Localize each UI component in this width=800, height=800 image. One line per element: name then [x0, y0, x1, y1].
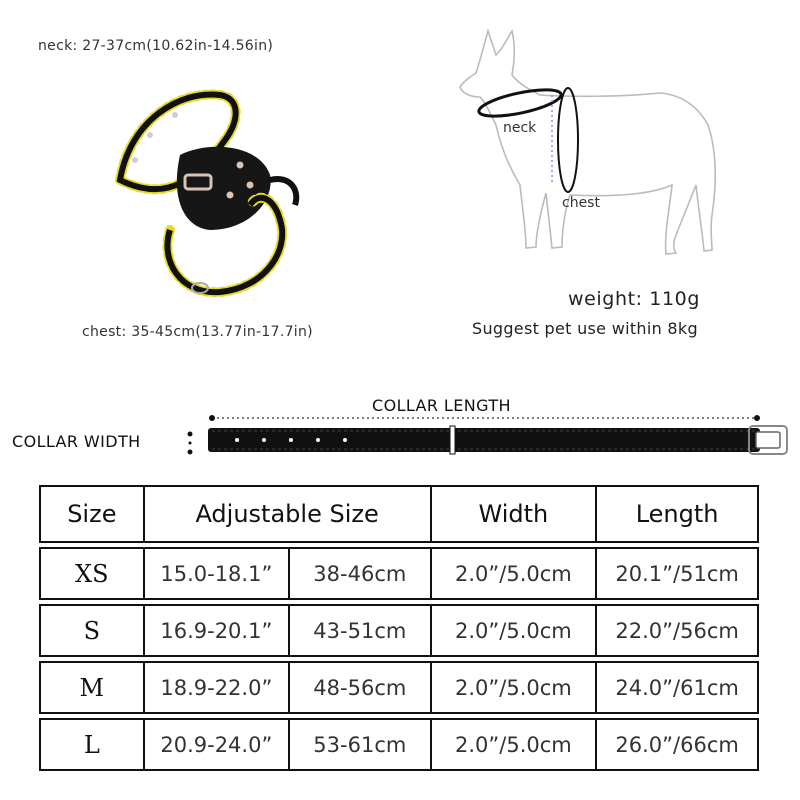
- width-cell: 2.0”/5.0cm: [431, 548, 597, 599]
- table-row: [40, 719, 758, 770]
- neck-measurement: neck: 27-37cm(10.62in-14.56in): [38, 38, 274, 54]
- table-row: [40, 662, 758, 713]
- harness-image: [90, 80, 320, 310]
- width-cell: 2.0”/5.0cm: [431, 662, 597, 713]
- suggest-text: Suggest pet use within 8kg: [472, 319, 698, 338]
- adjustable-cm-cell: 48-56cm: [289, 662, 430, 713]
- header-width: Width: [431, 486, 597, 542]
- length-cell: 20.1”/51cm: [596, 548, 758, 599]
- adjustable-inches-cell: 20.9-24.0”: [144, 719, 289, 770]
- collar-length-label: COLLAR LENGTH: [372, 396, 511, 415]
- dog-chest-label: chest: [562, 195, 600, 211]
- table-row: [40, 605, 758, 656]
- length-cell: 22.0”/56cm: [596, 605, 758, 656]
- header-adjustable-size: Adjustable Size: [144, 486, 431, 542]
- width-cell: 2.0”/5.0cm: [431, 605, 597, 656]
- length-cell: 24.0”/61cm: [596, 662, 758, 713]
- weight-text: weight: 110g: [568, 288, 701, 310]
- size-cell: M: [40, 662, 144, 713]
- adjustable-inches-cell: 16.9-20.1”: [144, 605, 289, 656]
- table-header-row: [40, 486, 758, 542]
- adjustable-inches-cell: 18.9-22.0”: [144, 662, 289, 713]
- adjustable-cm-cell: 43-51cm: [289, 605, 430, 656]
- adjustable-inches-cell: 15.0-18.1”: [144, 548, 289, 599]
- header-length: Length: [596, 486, 758, 542]
- length-cell: 26.0”/66cm: [596, 719, 758, 770]
- size-cell: XS: [40, 548, 144, 599]
- chest-measurement: chest: 35-45cm(13.77in-17.7in): [82, 324, 313, 340]
- adjustable-cm-cell: 38-46cm: [289, 548, 430, 599]
- size-cell: L: [40, 719, 144, 770]
- width-cell: 2.0”/5.0cm: [431, 719, 597, 770]
- adjustable-cm-cell: 53-61cm: [289, 719, 430, 770]
- size-cell: S: [40, 605, 144, 656]
- header-size: Size: [40, 486, 144, 542]
- dog-neck-label: neck: [503, 120, 537, 136]
- dog-diagram: [450, 25, 750, 270]
- collar-width-label: COLLAR WIDTH: [12, 432, 141, 451]
- table-row: [40, 548, 758, 599]
- collar-image: [182, 408, 792, 468]
- size-table: [39, 485, 759, 771]
